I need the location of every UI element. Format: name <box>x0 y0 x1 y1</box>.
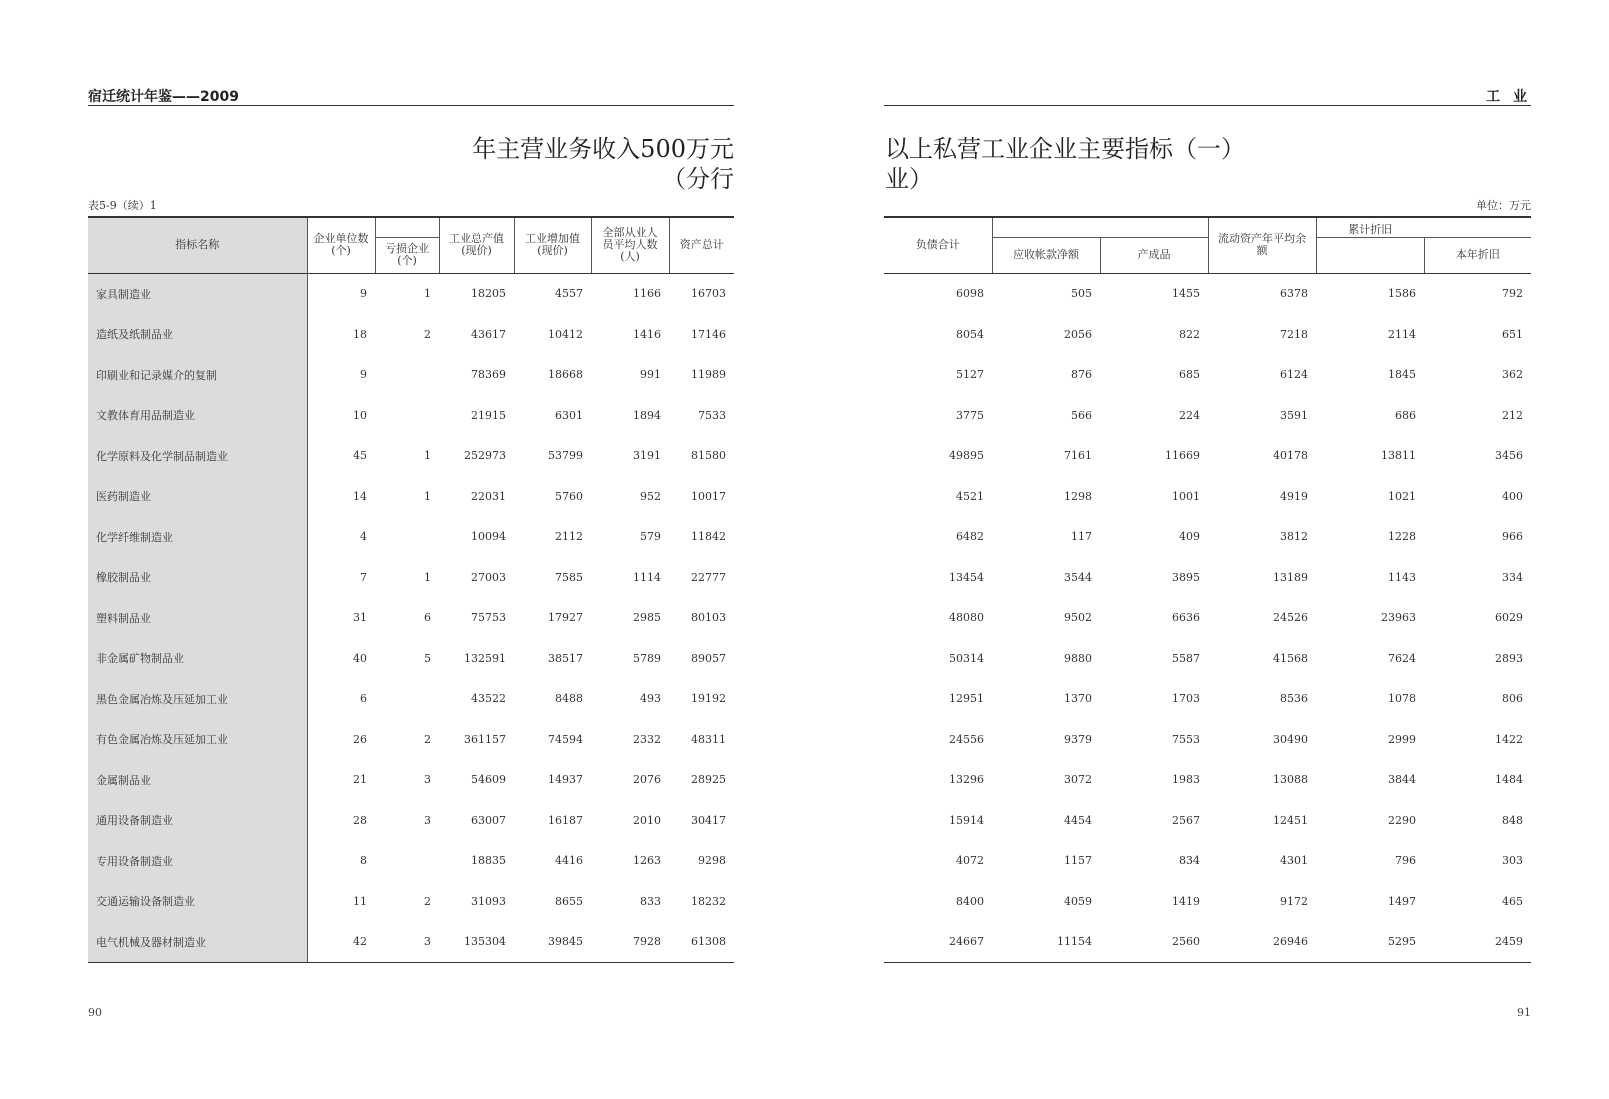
cell-added: 16187 <box>548 813 583 827</box>
col-header-output: 工业总产值(现价) <box>439 217 514 273</box>
cell-year-dep: 400 <box>1502 489 1523 503</box>
cell-liabilities: 48080 <box>949 611 984 625</box>
cell-year-dep: 2893 <box>1495 651 1523 665</box>
cell-output: 18205 <box>471 287 506 301</box>
cell-finished: 11669 <box>1165 449 1200 463</box>
cell-added: 6301 <box>555 408 583 422</box>
cell-assets: 48311 <box>691 732 726 746</box>
table-row <box>884 841 1531 882</box>
cell-employees: 2076 <box>633 773 661 787</box>
cell-added: 38517 <box>548 651 583 665</box>
cell-year-dep: 3456 <box>1495 449 1523 463</box>
cell-current-assets: 12451 <box>1273 813 1308 827</box>
table-row <box>88 679 734 720</box>
cell-added: 14937 <box>548 773 583 787</box>
cell-units: 21 <box>353 773 367 787</box>
cell-name: 家具制造业 <box>88 273 307 314</box>
cell-loss <box>375 679 439 720</box>
cell-current-assets: 7218 <box>1280 327 1308 341</box>
cell-name: 橡胶制品业 <box>88 557 307 598</box>
col-header-assets: 资产总计 <box>669 217 734 273</box>
cell-output: 22031 <box>471 489 506 503</box>
cell-assets: 16703 <box>691 287 726 301</box>
cell-name: 电气机械及器材制造业 <box>88 922 307 963</box>
cell-employees: 2332 <box>633 732 661 746</box>
cell-loss <box>375 395 439 436</box>
cell-output: 43522 <box>471 692 506 706</box>
cell-units: 31 <box>353 611 367 625</box>
cell-receivables: 2056 <box>1064 327 1092 341</box>
cell-current-assets: 4301 <box>1280 854 1308 868</box>
cell-name: 化学纤维制造业 <box>88 517 307 558</box>
right-data-table <box>884 216 1531 963</box>
table-row <box>884 355 1531 396</box>
cell-liabilities: 5127 <box>956 368 984 382</box>
cell-liabilities: 4521 <box>956 489 984 503</box>
cell-receivables: 3072 <box>1064 773 1092 787</box>
cell-output: 63007 <box>471 813 506 827</box>
table-row <box>884 598 1531 639</box>
cell-current-assets: 40178 <box>1273 449 1308 463</box>
cell-assets: 11989 <box>691 368 726 382</box>
unit-label: 单位：万元 <box>1476 199 1531 212</box>
cell-depreciation: 1143 <box>1388 570 1416 584</box>
cell-finished: 1419 <box>1172 894 1200 908</box>
cell-liabilities: 6098 <box>956 287 984 301</box>
table-row <box>884 476 1531 517</box>
cell-added: 53799 <box>548 449 583 463</box>
cell-output: 31093 <box>471 894 506 908</box>
cell-receivables: 1370 <box>1064 692 1092 706</box>
col-header-loss: 亏损企业(个) <box>375 237 439 273</box>
col-header-name: 指标名称 <box>88 217 307 273</box>
table-row <box>884 314 1531 355</box>
cell-liabilities: 12951 <box>949 692 984 706</box>
cell-units: 9 <box>360 287 367 301</box>
cell-units: 8 <box>360 854 367 868</box>
title-right-line1: 以上私营工业企业主要指标（一） <box>885 135 1245 163</box>
cell-added: 2112 <box>555 530 583 544</box>
cell-added: 17927 <box>548 611 583 625</box>
cell-liabilities: 8054 <box>956 327 984 341</box>
cell-name: 交通运输设备制造业 <box>88 881 307 922</box>
cell-loss: 2 <box>424 327 431 341</box>
col-header-depreciation-spacer <box>1316 237 1424 273</box>
page-number-right: 91 <box>1517 1006 1531 1019</box>
cell-receivables: 9502 <box>1064 611 1092 625</box>
cell-output: 75753 <box>471 611 506 625</box>
cell-assets: 11842 <box>691 530 726 544</box>
col-header-spacer <box>375 217 439 237</box>
cell-year-dep: 1484 <box>1495 773 1523 787</box>
cell-year-dep: 212 <box>1502 408 1523 422</box>
cell-current-assets: 26946 <box>1208 922 1316 963</box>
cell-employees: 579 <box>640 530 661 544</box>
cell-output: 43617 <box>471 327 506 341</box>
cell-current-assets: 9172 <box>1280 894 1308 908</box>
cell-finished: 3895 <box>1172 570 1200 584</box>
cell-receivables: 1157 <box>1064 854 1092 868</box>
cell-name: 黑色金属冶炼及压延加工业 <box>88 679 307 720</box>
table-row <box>88 800 734 841</box>
cell-output: 252973 <box>464 449 506 463</box>
cell-receivables: 1298 <box>1064 489 1092 503</box>
cell-loss: 2 <box>424 894 431 908</box>
cell-name: 金属制品业 <box>88 760 307 801</box>
cell-depreciation: 1586 <box>1388 287 1416 301</box>
cell-assets: 81580 <box>691 449 726 463</box>
col-header-spacer <box>992 217 1100 237</box>
table-label: 表5-9（续）1 <box>88 199 157 212</box>
table-row <box>88 557 734 598</box>
table-row <box>884 800 1531 841</box>
cell-assets: 19192 <box>691 692 726 706</box>
cell-output: 10094 <box>471 530 506 544</box>
table-row <box>88 922 734 963</box>
running-header-left: 宿迁统计年鉴——2009 <box>88 89 239 105</box>
title-left-line2: （分行 <box>662 165 734 193</box>
cell-units: 10 <box>353 408 367 422</box>
cell-employees: 1114 <box>633 570 661 584</box>
cell-depreciation: 796 <box>1395 854 1416 868</box>
cell-added: 74594 <box>548 732 583 746</box>
cell-loss: 1 <box>424 287 431 301</box>
cell-receivables: 7161 <box>1064 449 1092 463</box>
table-row <box>884 760 1531 801</box>
cell-name: 造纸及纸制品业 <box>88 314 307 355</box>
left-table-body <box>88 273 734 963</box>
cell-units: 26 <box>353 732 367 746</box>
cell-current-assets: 30490 <box>1273 732 1308 746</box>
cell-assets: 61308 <box>669 922 734 963</box>
cell-depreciation: 23963 <box>1381 611 1416 625</box>
cell-receivables: 3544 <box>1064 570 1092 584</box>
cell-units: 42 <box>307 922 375 963</box>
cell-assets: 89057 <box>691 651 726 665</box>
cell-added: 8655 <box>555 894 583 908</box>
cell-liabilities: 13454 <box>949 570 984 584</box>
cell-assets: 9298 <box>698 854 726 868</box>
cell-output: 18835 <box>471 854 506 868</box>
cell-depreciation: 5295 <box>1316 922 1424 963</box>
table-row <box>884 517 1531 558</box>
cell-finished: 2567 <box>1172 813 1200 827</box>
cell-finished: 685 <box>1179 368 1200 382</box>
cell-output: 135304 <box>439 922 514 963</box>
cell-receivables: 9880 <box>1064 651 1092 665</box>
table-row <box>884 638 1531 679</box>
cell-finished: 822 <box>1179 327 1200 341</box>
cell-loss <box>375 517 439 558</box>
cell-current-assets: 3812 <box>1280 530 1308 544</box>
table-row <box>884 395 1531 436</box>
cell-depreciation: 1021 <box>1388 489 1416 503</box>
cell-year-dep: 1422 <box>1495 732 1523 746</box>
cell-employees: 2010 <box>633 813 661 827</box>
cell-added: 18668 <box>548 368 583 382</box>
cell-year-dep: 334 <box>1502 570 1523 584</box>
cell-depreciation: 1845 <box>1388 368 1416 382</box>
cell-loss <box>375 841 439 882</box>
cell-assets: 17146 <box>691 327 726 341</box>
title-left-line1: 年主营业务收入500万元 <box>472 135 734 163</box>
cell-current-assets: 6124 <box>1280 368 1308 382</box>
cell-employees: 493 <box>640 692 661 706</box>
cell-liabilities: 8400 <box>956 894 984 908</box>
cell-loss: 1 <box>424 570 431 584</box>
cell-output: 54609 <box>471 773 506 787</box>
cell-employees: 2985 <box>633 611 661 625</box>
table-row <box>88 760 734 801</box>
cell-output: 361157 <box>464 732 506 746</box>
cell-employees: 7928 <box>591 922 669 963</box>
cell-employees: 3191 <box>633 449 661 463</box>
cell-receivables: 4059 <box>1064 894 1092 908</box>
cell-units: 18 <box>353 327 367 341</box>
cell-finished: 1983 <box>1172 773 1200 787</box>
col-header-current-assets: 流动资产年平均余额 <box>1208 217 1316 273</box>
col-header-employees: 全部从业人员平均人数(人) <box>591 217 669 273</box>
cell-finished: 2560 <box>1100 922 1208 963</box>
cell-year-dep: 6029 <box>1495 611 1523 625</box>
cell-name: 印刷业和记录媒介的复制 <box>88 355 307 396</box>
table-row <box>88 476 734 517</box>
cell-finished: 409 <box>1179 530 1200 544</box>
cell-liabilities: 4072 <box>956 854 984 868</box>
cell-finished: 7553 <box>1172 732 1200 746</box>
cell-receivables: 11154 <box>992 922 1100 963</box>
cell-loss: 2 <box>424 732 431 746</box>
table-row <box>88 355 734 396</box>
cell-finished: 834 <box>1179 854 1200 868</box>
cell-units: 7 <box>360 570 367 584</box>
cell-loss: 3 <box>424 813 431 827</box>
cell-employees: 1166 <box>633 287 661 301</box>
cell-units: 11 <box>353 894 367 908</box>
cell-loss: 5 <box>424 651 431 665</box>
cell-units: 45 <box>353 449 367 463</box>
cell-liabilities: 3775 <box>956 408 984 422</box>
table-row <box>88 314 734 355</box>
cell-units: 14 <box>353 489 367 503</box>
header-rule-left <box>88 105 734 106</box>
cell-year-dep: 848 <box>1502 813 1523 827</box>
cell-depreciation: 1228 <box>1388 530 1416 544</box>
cell-employees: 991 <box>640 368 661 382</box>
cell-loss: 6 <box>424 611 431 625</box>
table-row <box>884 679 1531 720</box>
cell-liabilities: 24667 <box>884 922 992 963</box>
table-row <box>88 598 734 639</box>
cell-assets: 30417 <box>691 813 726 827</box>
cell-employees: 1263 <box>633 854 661 868</box>
cell-assets: 7533 <box>698 408 726 422</box>
cell-year-dep: 651 <box>1502 327 1523 341</box>
cell-receivables: 505 <box>1071 287 1092 301</box>
cell-current-assets: 13189 <box>1273 570 1308 584</box>
cell-employees: 952 <box>640 489 661 503</box>
cell-current-assets: 13088 <box>1273 773 1308 787</box>
cell-finished: 6636 <box>1172 611 1200 625</box>
cell-loss: 3 <box>424 773 431 787</box>
cell-assets: 80103 <box>691 611 726 625</box>
cell-finished: 5587 <box>1172 651 1200 665</box>
cell-added: 4557 <box>555 287 583 301</box>
cell-current-assets: 24526 <box>1273 611 1308 625</box>
cell-year-dep: 303 <box>1502 854 1523 868</box>
cell-added: 7585 <box>555 570 583 584</box>
cell-receivables: 9379 <box>1064 732 1092 746</box>
cell-employees: 833 <box>640 894 661 908</box>
cell-depreciation: 3844 <box>1388 773 1416 787</box>
cell-name: 有色金属冶炼及压延加工业 <box>88 719 307 760</box>
cell-depreciation: 13811 <box>1381 449 1416 463</box>
cell-employees: 1894 <box>633 408 661 422</box>
cell-year-dep: 806 <box>1502 692 1523 706</box>
table-row <box>88 881 734 922</box>
cell-current-assets: 6378 <box>1280 287 1308 301</box>
col-header-spacer <box>1424 217 1531 237</box>
cell-units: 28 <box>353 813 367 827</box>
page-number-left: 90 <box>88 1006 102 1019</box>
cell-assets: 28925 <box>691 773 726 787</box>
cell-depreciation: 2290 <box>1388 813 1416 827</box>
cell-current-assets: 4919 <box>1280 489 1308 503</box>
cell-depreciation: 1497 <box>1388 894 1416 908</box>
cell-added: 8488 <box>555 692 583 706</box>
cell-units: 9 <box>360 368 367 382</box>
cell-receivables: 876 <box>1071 368 1092 382</box>
cell-finished: 1455 <box>1172 287 1200 301</box>
cell-assets: 18232 <box>691 894 726 908</box>
table-row <box>88 436 734 477</box>
cell-loss <box>375 355 439 396</box>
table-row <box>88 517 734 558</box>
cell-assets: 22777 <box>691 570 726 584</box>
cell-name: 文教体育用品制造业 <box>88 395 307 436</box>
col-header-year-dep: 本年折旧 <box>1424 237 1531 273</box>
col-header-depreciation: 累计折旧 <box>1316 217 1424 237</box>
cell-finished: 224 <box>1179 408 1200 422</box>
left-data-table <box>88 216 734 963</box>
cell-units: 6 <box>360 692 367 706</box>
table-row <box>884 719 1531 760</box>
table-row <box>884 436 1531 477</box>
cell-receivables: 4454 <box>1064 813 1092 827</box>
table-row <box>884 273 1531 314</box>
cell-current-assets: 41568 <box>1273 651 1308 665</box>
cell-added: 5760 <box>555 489 583 503</box>
cell-name: 专用设备制造业 <box>88 841 307 882</box>
col-header-spacer <box>1100 217 1208 237</box>
cell-added: 39845 <box>514 922 591 963</box>
col-header-units: 企业单位数(个) <box>307 217 375 273</box>
table-row <box>88 638 734 679</box>
cell-loss: 1 <box>424 449 431 463</box>
cell-name: 塑料制品业 <box>88 598 307 639</box>
cell-liabilities: 6482 <box>956 530 984 544</box>
running-header-right: 工 业 <box>1486 89 1531 105</box>
col-header-finished: 产成品 <box>1100 237 1208 273</box>
cell-added: 10412 <box>548 327 583 341</box>
cell-finished: 1703 <box>1172 692 1200 706</box>
cell-receivables: 566 <box>1071 408 1092 422</box>
table-row <box>884 922 1531 963</box>
cell-depreciation: 686 <box>1395 408 1416 422</box>
cell-depreciation: 7624 <box>1388 651 1416 665</box>
table-row <box>88 719 734 760</box>
table-row <box>88 841 734 882</box>
cell-units: 40 <box>353 651 367 665</box>
cell-output: 27003 <box>471 570 506 584</box>
cell-current-assets: 3591 <box>1280 408 1308 422</box>
cell-year-dep: 2459 <box>1424 922 1531 963</box>
table-row <box>884 881 1531 922</box>
cell-units: 4 <box>360 530 367 544</box>
cell-depreciation: 2114 <box>1388 327 1416 341</box>
cell-liabilities: 15914 <box>949 813 984 827</box>
cell-liabilities: 13296 <box>949 773 984 787</box>
cell-employees: 1416 <box>633 327 661 341</box>
cell-liabilities: 49895 <box>949 449 984 463</box>
cell-depreciation: 1078 <box>1388 692 1416 706</box>
col-header-added: 工业增加值(现价) <box>514 217 591 273</box>
cell-name: 医药制造业 <box>88 476 307 517</box>
cell-liabilities: 50314 <box>949 651 984 665</box>
table-row <box>884 557 1531 598</box>
cell-name: 通用设备制造业 <box>88 800 307 841</box>
cell-loss: 1 <box>424 489 431 503</box>
table-row <box>88 395 734 436</box>
cell-output: 132591 <box>464 651 506 665</box>
cell-name: 非金属矿物制品业 <box>88 638 307 679</box>
cell-employees: 5789 <box>633 651 661 665</box>
cell-added: 4416 <box>555 854 583 868</box>
header-rule-right <box>884 105 1531 106</box>
cell-year-dep: 362 <box>1502 368 1523 382</box>
col-header-receivables: 应收帐款净额 <box>992 237 1100 273</box>
cell-name: 化学原料及化学制品制造业 <box>88 436 307 477</box>
cell-liabilities: 24556 <box>949 732 984 746</box>
cell-finished: 1001 <box>1172 489 1200 503</box>
right-table-body <box>884 273 1531 963</box>
title-right-line2: 业） <box>885 165 933 193</box>
cell-year-dep: 792 <box>1502 287 1523 301</box>
col-header-liabilities: 负债合计 <box>884 217 992 273</box>
cell-year-dep: 966 <box>1502 530 1523 544</box>
cell-year-dep: 465 <box>1502 894 1523 908</box>
cell-assets: 10017 <box>691 489 726 503</box>
cell-depreciation: 2999 <box>1388 732 1416 746</box>
cell-output: 21915 <box>471 408 506 422</box>
cell-current-assets: 8536 <box>1280 692 1308 706</box>
cell-loss: 3 <box>375 922 439 963</box>
table-row <box>88 273 734 314</box>
cell-output: 78369 <box>471 368 506 382</box>
cell-receivables: 117 <box>1071 530 1092 544</box>
